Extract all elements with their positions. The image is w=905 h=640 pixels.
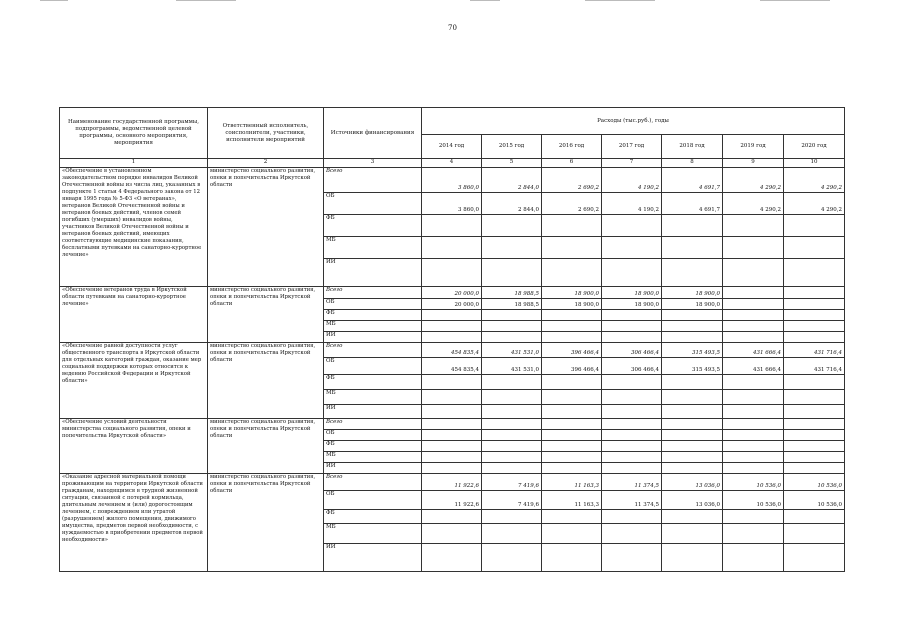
amount-ob: 431 531,0 — [482, 358, 542, 375]
amount-mb — [662, 452, 723, 463]
amount-total: 2 690,2 — [542, 168, 602, 193]
amount-ob — [723, 430, 784, 441]
amount-mb — [422, 524, 482, 544]
column-number: 5 — [482, 159, 542, 168]
amount-mb — [662, 237, 723, 259]
amount-mb — [422, 237, 482, 259]
amount-mb — [784, 524, 845, 544]
amount-mb — [723, 321, 784, 332]
funding-source-mb: МБ — [324, 321, 422, 332]
amount-fb — [784, 441, 845, 452]
funding-source-total: Всего — [324, 168, 422, 193]
amount-ii — [602, 405, 662, 419]
column-number: 2 — [208, 159, 324, 168]
amount-ii — [662, 463, 723, 474]
amount-ob — [482, 430, 542, 441]
amount-mb — [482, 452, 542, 463]
amount-mb — [662, 390, 723, 405]
amount-total: 306 466,4 — [602, 343, 662, 358]
amount-ob: 11 374,5 — [602, 491, 662, 510]
funding-source-mb: МБ — [324, 390, 422, 405]
amount-fb — [784, 310, 845, 321]
funding-source-fb: ФБ — [324, 375, 422, 390]
amount-fb — [662, 310, 723, 321]
amount-total: 20 000,0 — [422, 287, 482, 299]
amount-ob: 13 036,0 — [662, 491, 723, 510]
funding-source-ob: ОБ — [324, 193, 422, 215]
amount-fb — [482, 310, 542, 321]
amount-ob: 18 900,0 — [662, 299, 723, 310]
amount-ii — [723, 332, 784, 343]
amount-ii — [542, 259, 602, 287]
amount-ob — [542, 430, 602, 441]
amount-mb — [784, 390, 845, 405]
amount-total — [784, 419, 845, 430]
column-number: 9 — [723, 159, 784, 168]
amount-total: 4 691,7 — [662, 168, 723, 193]
amount-mb — [422, 321, 482, 332]
header-year: 2016 год — [542, 135, 602, 159]
amount-ii — [542, 463, 602, 474]
amount-total: 13 036,0 — [662, 474, 723, 491]
amount-ii — [662, 405, 723, 419]
amount-mb — [542, 321, 602, 332]
header-year: 2020 год — [784, 135, 845, 159]
measure-executor: министерство социального развития, опеки и попечительства Иркутской области — [208, 287, 324, 343]
amount-fb — [602, 375, 662, 390]
amount-ii — [784, 405, 845, 419]
amount-total: 431 666,4 — [723, 343, 784, 358]
amount-mb — [723, 524, 784, 544]
column-number: 10 — [784, 159, 845, 168]
amount-fb — [723, 510, 784, 524]
amount-fb — [602, 310, 662, 321]
amount-ii — [602, 332, 662, 343]
amount-total — [422, 419, 482, 430]
amount-mb — [482, 524, 542, 544]
amount-fb — [542, 215, 602, 237]
amount-ii — [422, 405, 482, 419]
amount-total — [723, 287, 784, 299]
amount-total: 431 531,0 — [482, 343, 542, 358]
amount-ob — [602, 430, 662, 441]
amount-ob — [422, 430, 482, 441]
column-number: 1 — [60, 159, 208, 168]
amount-fb — [542, 441, 602, 452]
amount-ii — [723, 544, 784, 572]
amount-ob: 396 466,4 — [542, 358, 602, 375]
funding-source-mb: МБ — [324, 452, 422, 463]
amount-fb — [602, 215, 662, 237]
amount-ii — [723, 405, 784, 419]
amount-total: 7 419,6 — [482, 474, 542, 491]
amount-fb — [723, 310, 784, 321]
amount-ii — [482, 259, 542, 287]
funding-source-ob: ОБ — [324, 430, 422, 441]
amount-mb — [602, 524, 662, 544]
amount-fb — [784, 215, 845, 237]
measure-executor: министерство социального развития, опеки и попечительства Иркутской области — [208, 168, 324, 287]
column-number: 3 — [324, 159, 422, 168]
measure-executor: министерство социального развития, опеки и попечительства Иркутской области — [208, 474, 324, 572]
amount-ii — [602, 463, 662, 474]
page-number: 70 — [448, 24, 457, 32]
amount-total: 18 900,0 — [662, 287, 723, 299]
amount-total: 18 900,0 — [602, 287, 662, 299]
funding-source-ii: ИИ — [324, 259, 422, 287]
amount-mb — [784, 237, 845, 259]
amount-ob: 10 536,0 — [784, 491, 845, 510]
amount-total: 11 922,6 — [422, 474, 482, 491]
funding-source-mb: МБ — [324, 524, 422, 544]
amount-mb — [542, 524, 602, 544]
amount-ob: 315 493,5 — [662, 358, 723, 375]
amount-ob: 18 900,0 — [542, 299, 602, 310]
amount-ob — [784, 430, 845, 441]
amount-ii — [784, 259, 845, 287]
amount-total: 2 844,0 — [482, 168, 542, 193]
amount-mb — [482, 237, 542, 259]
amount-ii — [542, 332, 602, 343]
funding-source-mb: МБ — [324, 237, 422, 259]
amount-ob: 4 290,2 — [723, 193, 784, 215]
amount-total: 11 374,5 — [602, 474, 662, 491]
amount-mb — [602, 321, 662, 332]
column-number: 7 — [602, 159, 662, 168]
amount-ii — [662, 544, 723, 572]
amount-mb — [422, 452, 482, 463]
amount-ob: 7 419,6 — [482, 491, 542, 510]
amount-mb — [542, 390, 602, 405]
amount-mb — [662, 321, 723, 332]
amount-ob: 3 860,0 — [422, 193, 482, 215]
amount-ob: 2 844,0 — [482, 193, 542, 215]
amount-fb — [602, 510, 662, 524]
amount-ii — [602, 544, 662, 572]
measure-executor: министерство социального развития, опеки и попечительства Иркутской области — [208, 419, 324, 474]
amount-ii — [482, 332, 542, 343]
amount-mb — [602, 452, 662, 463]
measure-description: «Обеспечение ветеранов труда в Иркутской области путевками на санаторно-курортное лечение» — [60, 287, 208, 343]
amount-total: 396 466,4 — [542, 343, 602, 358]
funding-source-total: Всего — [324, 419, 422, 430]
amount-mb — [602, 237, 662, 259]
amount-total: 11 163,3 — [542, 474, 602, 491]
amount-fb — [542, 375, 602, 390]
header-expenses: Расходы (тыс.руб.), годы — [422, 108, 845, 135]
amount-fb — [662, 375, 723, 390]
table-row — [60, 168, 845, 193]
amount-fb — [482, 510, 542, 524]
amount-fb — [422, 510, 482, 524]
amount-total: 431 716,4 — [784, 343, 845, 358]
funding-source-ob: ОБ — [324, 491, 422, 510]
table-row — [60, 287, 845, 299]
amount-ob: 10 536,0 — [723, 491, 784, 510]
amount-fb — [723, 441, 784, 452]
amount-ii — [422, 332, 482, 343]
funding-source-ob: ОБ — [324, 299, 422, 310]
amount-ii — [542, 405, 602, 419]
amount-total — [662, 419, 723, 430]
funding-source-total: Всего — [324, 474, 422, 491]
header-year: 2018 год — [662, 135, 723, 159]
amount-ii — [784, 332, 845, 343]
funding-source-total: Всего — [324, 287, 422, 299]
amount-total: 10 536,0 — [784, 474, 845, 491]
amount-ob: 431 716,4 — [784, 358, 845, 375]
amount-ob: 431 666,4 — [723, 358, 784, 375]
amount-ob: 11 163,3 — [542, 491, 602, 510]
amount-total — [784, 287, 845, 299]
amount-fb — [784, 510, 845, 524]
amount-ob: 2 690,2 — [542, 193, 602, 215]
header-source-column: Источники финансирования — [324, 108, 422, 159]
funding-source-ii: ИИ — [324, 332, 422, 343]
amount-fb — [482, 215, 542, 237]
amount-total: 3 860,0 — [422, 168, 482, 193]
funding-source-ii: ИИ — [324, 405, 422, 419]
amount-total: 4 290,2 — [723, 168, 784, 193]
amount-fb — [422, 441, 482, 452]
amount-ob: 18 988,5 — [482, 299, 542, 310]
amount-mb — [482, 321, 542, 332]
amount-mb — [602, 390, 662, 405]
amount-ii — [723, 259, 784, 287]
amount-mb — [662, 524, 723, 544]
funding-source-fb: ФБ — [324, 510, 422, 524]
amount-ob — [784, 299, 845, 310]
funding-source-ob: ОБ — [324, 358, 422, 375]
amount-ii — [482, 463, 542, 474]
amount-mb — [784, 321, 845, 332]
amount-ii — [542, 544, 602, 572]
amount-fb — [662, 441, 723, 452]
amount-total — [602, 419, 662, 430]
amount-mb — [542, 452, 602, 463]
header-executor-column: Ответственный исполнитель, соисполнители, участники, исполнители мероприятий — [208, 108, 324, 159]
amount-fb — [662, 215, 723, 237]
funding-source-fb: ФБ — [324, 310, 422, 321]
amount-total — [723, 419, 784, 430]
column-number: 8 — [662, 159, 723, 168]
funding-source-fb: ФБ — [324, 215, 422, 237]
amount-ob: 11 922,6 — [422, 491, 482, 510]
amount-fb — [482, 441, 542, 452]
amount-fb — [662, 510, 723, 524]
measure-description: «Оказание адресной материальной помощи проживающим на территории Иркутской области гражданам, находящимся в трудной жизненной ситуации, связанной с потерей кормильца, длительным лечением и (или) дорогостоящим лечением, с повреждением или утратой (разрушением) жилого помещения, движимого имущества, предметов первой необходимости, с нуждаемостью в приобретении предметов первой необходимости» — [60, 474, 208, 572]
amount-fb — [422, 215, 482, 237]
budget-table — [59, 107, 845, 572]
amount-fb — [784, 375, 845, 390]
amount-ii — [784, 544, 845, 572]
amount-mb — [723, 390, 784, 405]
amount-ob: 20 000,0 — [422, 299, 482, 310]
amount-fb — [482, 375, 542, 390]
measure-executor: министерство социального развития, опеки и попечительства Иркутской области — [208, 343, 324, 419]
amount-mb — [482, 390, 542, 405]
funding-source-ii: ИИ — [324, 544, 422, 572]
amount-ii — [723, 463, 784, 474]
amount-ob: 4 190,2 — [602, 193, 662, 215]
header-year: 2019 год — [723, 135, 784, 159]
column-number: 4 — [422, 159, 482, 168]
funding-source-total: Всего — [324, 343, 422, 358]
amount-fb — [602, 441, 662, 452]
amount-mb — [723, 237, 784, 259]
amount-total: 4 290,2 — [784, 168, 845, 193]
amount-fb — [723, 375, 784, 390]
funding-source-fb: ФБ — [324, 441, 422, 452]
amount-ob: 18 900,0 — [602, 299, 662, 310]
amount-fb — [422, 310, 482, 321]
amount-fb — [422, 375, 482, 390]
amount-ii — [784, 463, 845, 474]
amount-ob: 4 691,7 — [662, 193, 723, 215]
amount-fb — [542, 510, 602, 524]
amount-ob: 454 835,4 — [422, 358, 482, 375]
amount-total — [542, 419, 602, 430]
amount-total: 18 900,0 — [542, 287, 602, 299]
amount-ii — [422, 463, 482, 474]
amount-mb — [422, 390, 482, 405]
amount-total: 454 835,4 — [422, 343, 482, 358]
funding-source-ii: ИИ — [324, 463, 422, 474]
amount-ob: 306 466,4 — [602, 358, 662, 375]
amount-total: 315 493,5 — [662, 343, 723, 358]
header-name-column: Наименование государственной программы, подпрограммы, ведомственной целевой программы, основного мероприятия, мероприятия — [60, 108, 208, 159]
column-number: 6 — [542, 159, 602, 168]
table-row — [60, 474, 845, 491]
amount-total: 4 190,2 — [602, 168, 662, 193]
measure-description: «Обеспечение в установленном законодательством порядке инвалидов Великой Отечественной войны из числа лиц, указанных в подпункте 1 статьи 4 Федерального закона от 12 января 1995 года № 5-ФЗ «О ветеранах», ветеранов Великой Отечественной войны и ветеранов боевых действий, членов семей погибших (умерших) инвалидов войны, участников Великой Отечественной войны и ветеранов боевых действий, имеющих соответствующие медицинские показания, бесплатными путевками на санаторно-курортное лечение» — [60, 168, 208, 287]
table-row — [60, 343, 845, 358]
measure-description: «Обеспечение равной доступности услуг общественного транспорта в Иркутской области для отдельных категорий граждан, оказание мер социальной поддержки которых относится к ведению Российской Федерации и Иркутской области» — [60, 343, 208, 419]
amount-ob — [662, 430, 723, 441]
amount-ob — [723, 299, 784, 310]
amount-mb — [542, 237, 602, 259]
amount-ii — [422, 259, 482, 287]
amount-mb — [723, 452, 784, 463]
amount-ii — [482, 544, 542, 572]
amount-mb — [784, 452, 845, 463]
header-year: 2014 год — [422, 135, 482, 159]
amount-ob: 4 290,2 — [784, 193, 845, 215]
amount-fb — [542, 310, 602, 321]
amount-ii — [662, 259, 723, 287]
amount-total: 18 988,5 — [482, 287, 542, 299]
table-row — [60, 419, 845, 430]
header-year: 2017 год — [602, 135, 662, 159]
header-year: 2015 год — [482, 135, 542, 159]
amount-ii — [662, 332, 723, 343]
amount-ii — [602, 259, 662, 287]
amount-ii — [422, 544, 482, 572]
measure-description: «Обеспечение условий деятельности министерства социального развития, опеки и попечительства Иркутской области» — [60, 419, 208, 474]
amount-total — [482, 419, 542, 430]
amount-fb — [723, 215, 784, 237]
amount-total: 10 536,0 — [723, 474, 784, 491]
amount-ii — [482, 405, 542, 419]
